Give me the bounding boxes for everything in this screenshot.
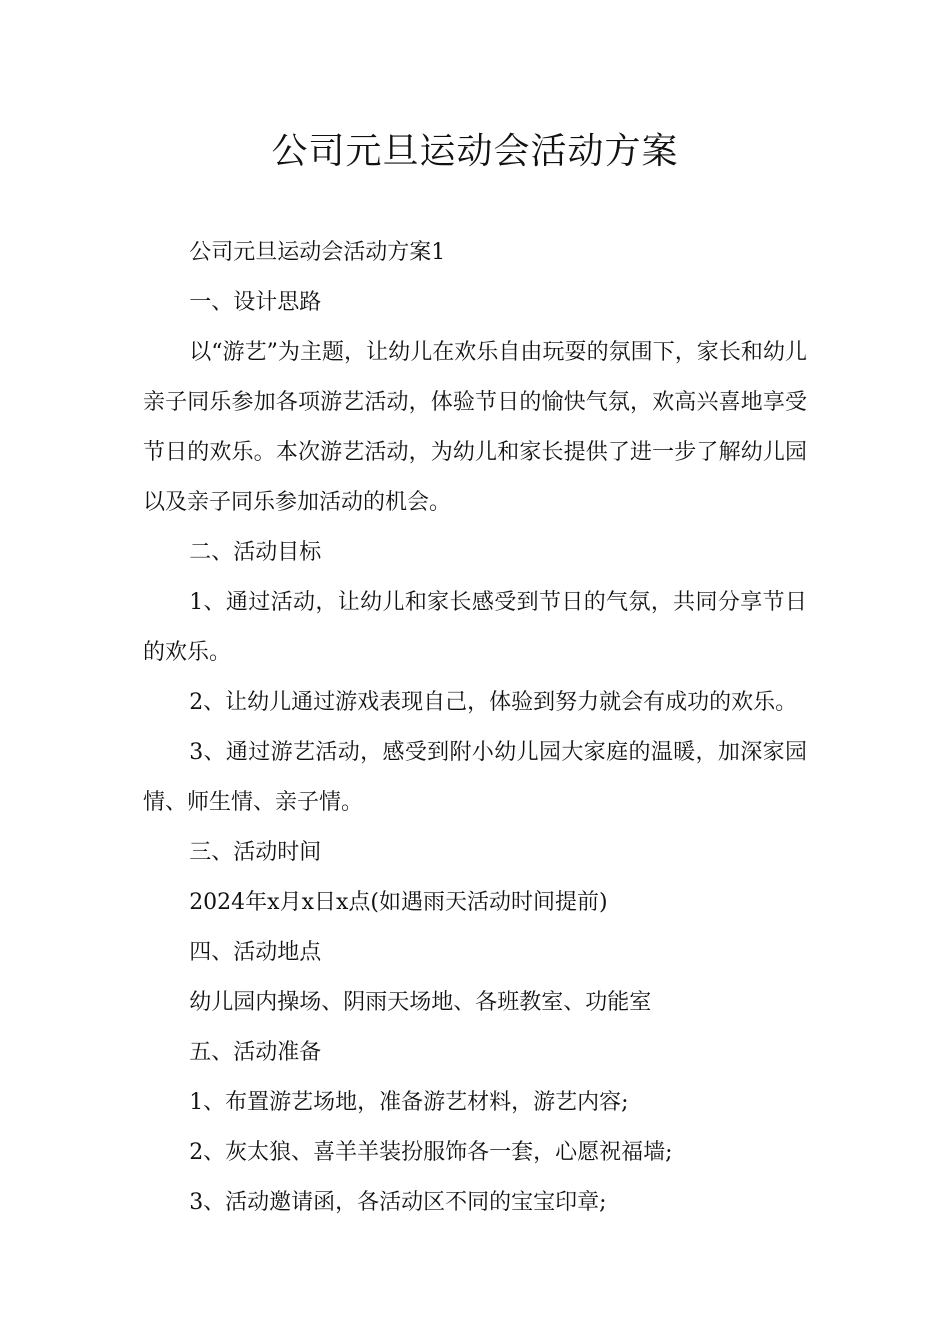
section-heading-goals: 二、活动目标	[189, 540, 322, 565]
section-heading-preparation: 五、活动准备	[189, 1040, 322, 1065]
goal-item-3: 3、通过游艺活动，感受到附小幼儿园大家庭的温暖，加深家园情、师生情、亲子情。	[143, 740, 807, 815]
paragraph-time: 2024年x月x日x点(如遇雨天活动时间提前)	[189, 890, 608, 915]
section-heading-plan-1: 公司元旦运动会活动方案1	[189, 240, 446, 265]
preparation-item-3: 3、活动邀请函，各活动区不同的宝宝印章;	[189, 1190, 607, 1215]
section-heading-time: 三、活动时间	[189, 840, 322, 865]
preparation-item-2: 2、灰太狼、喜羊羊装扮服饰各一套，心愿祝福墙;	[189, 1140, 673, 1165]
section-heading-location: 四、活动地点	[189, 940, 322, 965]
document-body	[143, 228, 807, 1228]
preparation-item-1: 1、布置游艺场地，准备游艺材料，游艺内容;	[189, 1090, 629, 1115]
paragraph-design-text: 以“游艺”为主题，让幼儿在欢乐自由玩耍的氛围下，家长和幼儿亲子同乐参加各项游艺活动，体验节日的愉快气氛，欢高兴喜地享受节日的欢乐。本次游艺活动，为幼儿和家长提供了进一步了解幼儿园以及亲子同乐参加活动的机会。	[143, 340, 807, 515]
goal-item-2: 2、让幼儿通过游戏表现自己，体验到努力就会有成功的欢乐。	[189, 690, 798, 715]
section-heading-design: 一、设计思路	[189, 290, 322, 315]
document-title: 公司元旦运动会活动方案	[271, 131, 679, 172]
goal-item-1: 1、通过活动，让幼儿和家长感受到节日的气氛，共同分享节日的欢乐。	[143, 590, 807, 665]
paragraph-location: 幼儿园内操场、阴雨天场地、各班教室、功能室	[189, 990, 652, 1015]
